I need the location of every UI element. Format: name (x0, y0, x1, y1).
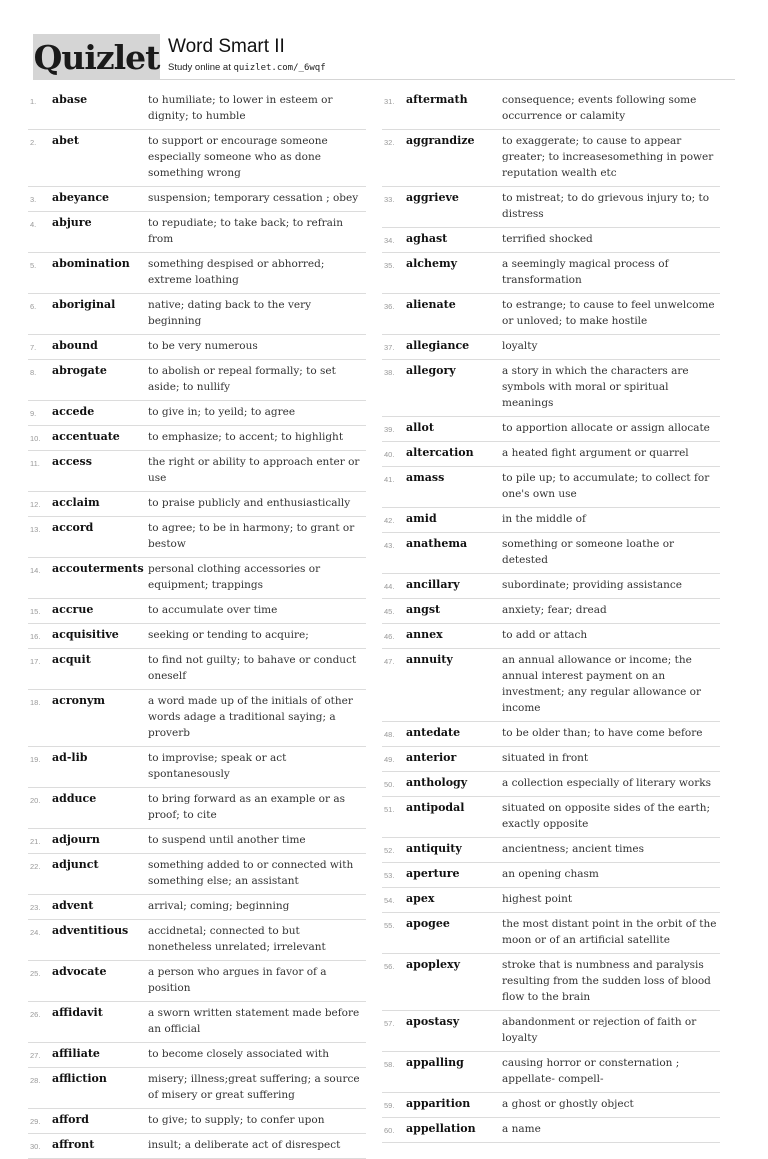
term-word: altercation (406, 446, 474, 459)
term-row (28, 747, 366, 788)
term-row (382, 187, 720, 228)
term-row (28, 1068, 366, 1109)
term-row (28, 360, 366, 401)
term-word: accede (52, 405, 95, 418)
term-word: apex (406, 892, 435, 905)
term-word: advent (52, 899, 94, 912)
term-number: 38. (384, 368, 395, 377)
term-number: 4. (30, 220, 37, 229)
term-word: anterior (406, 751, 457, 764)
term-definition: to emphasize; to accent; to highlight (148, 431, 344, 443)
term-number: 19. (30, 755, 41, 764)
term-definition: anxiety; fear; dread (502, 604, 607, 616)
term-number: 59. (384, 1101, 395, 1110)
term-row (28, 788, 366, 829)
term-word: apostasy (406, 1015, 460, 1028)
term-definition: something or someone loathe or detested (502, 538, 675, 566)
term-word: amass (406, 471, 445, 484)
term-definition: situated in front (502, 752, 589, 764)
term-definition: insult; a deliberate act of disrespect (148, 1139, 341, 1151)
term-row (28, 517, 366, 558)
term-row (28, 961, 366, 1002)
term-definition: a collection especially of literary works (502, 777, 711, 789)
term-row (382, 533, 720, 574)
term-row (382, 838, 720, 863)
term-number: 21. (30, 837, 41, 846)
term-definition: to give; to supply; to confer upon (148, 1114, 325, 1126)
term-definition: to pile up; to accumulate; to collect for one's own use (502, 472, 710, 500)
term-number: 3. (30, 195, 37, 204)
term-number: 53. (384, 871, 395, 880)
term-word: appalling (406, 1056, 464, 1069)
term-number: 23. (30, 903, 41, 912)
term-number: 51. (384, 805, 395, 814)
term-word: affliction (52, 1072, 107, 1085)
term-number: 45. (384, 607, 395, 616)
term-definition: the right or ability to approach enter or use (148, 456, 360, 484)
term-definition: to be older than; to have come before (502, 727, 703, 739)
term-row (382, 1052, 720, 1093)
term-definition: a word made up of the initials of other words adage a traditional saying; a proverb (148, 695, 353, 739)
term-number: 12. (30, 500, 41, 509)
term-number: 30. (30, 1142, 41, 1151)
term-word: apogee (406, 917, 450, 930)
term-row (28, 1109, 366, 1134)
quizlet-logo[interactable] (33, 34, 160, 79)
term-row (382, 442, 720, 467)
term-number: 50. (384, 780, 395, 789)
term-row (382, 360, 720, 417)
term-row (382, 624, 720, 649)
term-word: aggrieve (406, 191, 459, 204)
term-row (28, 1002, 366, 1043)
term-number: 29. (30, 1117, 41, 1126)
term-word: accord (52, 521, 94, 534)
term-number: 10. (30, 434, 41, 443)
term-number: 16. (30, 632, 41, 641)
term-word: acquit (52, 653, 91, 666)
study-online-line (168, 62, 326, 73)
term-definition: an opening chasm (502, 868, 599, 880)
term-definition: to be very numerous (148, 340, 258, 352)
term-definition: native; dating back to the very beginning (148, 299, 312, 327)
term-number: 48. (384, 730, 395, 739)
term-word: afford (52, 1113, 89, 1126)
term-number: 17. (30, 657, 41, 666)
term-number: 40. (384, 450, 395, 459)
study-prefix: Study online at (168, 62, 234, 73)
term-row (28, 1134, 366, 1159)
term-number: 60. (384, 1126, 395, 1135)
term-word: affront (52, 1138, 95, 1151)
term-number: 14. (30, 566, 41, 575)
term-number: 18. (30, 698, 41, 707)
term-row (382, 89, 720, 130)
term-number: 36. (384, 302, 395, 311)
term-word: abase (52, 93, 88, 106)
set-title: Word Smart II (168, 36, 285, 57)
term-row (28, 294, 366, 335)
term-word: alienate (406, 298, 456, 311)
term-word: access (52, 455, 92, 468)
term-word: acclaim (52, 496, 100, 509)
term-row (382, 954, 720, 1011)
term-word: anathema (406, 537, 468, 550)
term-definition: personal clothing accessories or equipment; trappings (148, 563, 321, 591)
term-word: adduce (52, 792, 97, 805)
term-definition: suspension; temporary cessation ; obey (148, 192, 359, 204)
term-row (382, 1093, 720, 1118)
term-definition: to become closely associated with (148, 1048, 329, 1060)
term-number: 26. (30, 1010, 41, 1019)
term-definition: situated on opposite sides of the earth; exactly opposite (502, 802, 711, 830)
term-number: 20. (30, 796, 41, 805)
term-word: aggrandize (406, 134, 475, 147)
term-row (382, 888, 720, 913)
term-number: 11. (30, 459, 40, 468)
term-definition: something despised or abhorred; extreme loathing (148, 258, 325, 286)
term-row (28, 649, 366, 690)
term-row (28, 401, 366, 426)
term-definition: causing horror or consternation ; appellate- compell- (502, 1057, 680, 1085)
term-row (382, 130, 720, 187)
term-row (382, 574, 720, 599)
term-definition: stroke that is numbness and paralysis resulting from the sudden loss of blood flow to the brain (502, 959, 711, 1003)
term-row (28, 829, 366, 854)
term-word: affiliate (52, 1047, 100, 1060)
term-row (28, 451, 366, 492)
term-definition: to support or encourage someone especially someone who as done something wrong (148, 135, 328, 179)
term-number: 57. (384, 1019, 395, 1028)
term-word: alchemy (406, 257, 458, 270)
term-definition: to accumulate over time (148, 604, 278, 616)
term-row (28, 558, 366, 599)
term-word: allegiance (406, 339, 470, 352)
term-row (382, 228, 720, 253)
term-word: abet (52, 134, 79, 147)
term-definition: to apportion allocate or assign allocate (502, 422, 710, 434)
terms-column-right (382, 89, 720, 1143)
term-number: 43. (384, 541, 395, 550)
term-number: 46. (384, 632, 395, 641)
term-row (382, 508, 720, 533)
term-number: 24. (30, 928, 41, 937)
term-number: 41. (384, 475, 395, 484)
term-row (28, 253, 366, 294)
term-definition: a sworn written statement made before an official (148, 1007, 360, 1035)
term-word: acquisitive (52, 628, 119, 641)
term-definition: a ghost or ghostly object (502, 1098, 634, 1110)
term-definition: to abolish or repeal formally; to set aside; to nullify (148, 365, 336, 393)
term-word: abeyance (52, 191, 110, 204)
term-row (28, 89, 366, 130)
term-word: abomination (52, 257, 130, 270)
term-number: 44. (384, 582, 395, 591)
term-definition: loyalty (502, 340, 538, 352)
term-row (28, 690, 366, 747)
term-definition: a seemingly magical process of transformation (502, 258, 669, 286)
term-row (382, 797, 720, 838)
term-word: abrogate (52, 364, 107, 377)
term-definition: highest point (502, 893, 573, 905)
term-definition: arrival; coming; beginning (148, 900, 290, 912)
term-row (382, 722, 720, 747)
term-definition: to exaggerate; to cause to appear greater; to increasesomething in power reputation wealth etc (502, 135, 714, 179)
term-row (382, 747, 720, 772)
term-word: antiquity (406, 842, 462, 855)
term-word: accentuate (52, 430, 120, 443)
term-definition: a person who argues in favor of a position (148, 966, 327, 994)
term-definition: to improvise; speak or act spontanesously (148, 752, 287, 780)
term-definition: accidnetal; connected to but nonetheless unrelated; irrelevant (148, 925, 326, 953)
term-number: 22. (30, 862, 41, 871)
term-number: 42. (384, 516, 395, 525)
term-definition: to humiliate; to lower in esteem or dignity; to humble (148, 94, 333, 122)
term-number: 27. (30, 1051, 41, 1060)
term-row (382, 253, 720, 294)
term-definition: seeking or tending to acquire; (148, 629, 309, 641)
term-word: advocate (52, 965, 107, 978)
term-word: allegory (406, 364, 456, 377)
term-definition: to give in; to yeild; to agree (148, 406, 296, 418)
term-definition: to suspend until another time (148, 834, 306, 846)
term-word: annex (406, 628, 443, 641)
term-row (28, 895, 366, 920)
study-url[interactable]: quizlet.com/_6wqf (233, 63, 326, 73)
term-number: 55. (384, 921, 395, 930)
term-row (382, 294, 720, 335)
term-word: antipodal (406, 801, 465, 814)
term-number: 54. (384, 896, 395, 905)
term-word: adjunct (52, 858, 99, 871)
term-number: 13. (30, 525, 41, 534)
term-definition: consequence; events following some occurrence or calamity (502, 94, 697, 122)
term-row (382, 467, 720, 508)
term-row (382, 772, 720, 797)
term-number: 9. (30, 409, 37, 418)
term-word: apparition (406, 1097, 471, 1110)
term-word: anthology (406, 776, 468, 789)
term-number: 37. (384, 343, 395, 352)
term-row (382, 417, 720, 442)
term-word: ad-lib (52, 751, 88, 764)
term-word: angst (406, 603, 441, 616)
term-word: acronym (52, 694, 105, 707)
term-definition: to bring forward as an example or as proof; to cite (148, 793, 346, 821)
term-number: 47. (384, 657, 395, 666)
term-number: 5. (30, 261, 37, 270)
term-number: 58. (384, 1060, 395, 1069)
term-definition: an annual allowance or income; the annual interest payment on an investment; any regular allowance or income (502, 654, 701, 714)
term-number: 25. (30, 969, 41, 978)
term-word: affidavit (52, 1006, 103, 1019)
term-number: 35. (384, 261, 395, 270)
term-row (28, 335, 366, 360)
term-definition: to mistreat; to do grievous injury to; to distress (502, 192, 710, 220)
term-definition: to estrange; to cause to feel unwelcome or unloved; to make hostile (502, 299, 715, 327)
term-word: aperture (406, 867, 460, 880)
term-row (28, 599, 366, 624)
logo-text: Quizlet (33, 38, 160, 77)
term-row (382, 335, 720, 360)
term-number: 34. (384, 236, 395, 245)
term-row (382, 863, 720, 888)
term-word: accouterments (52, 562, 144, 575)
term-definition: a name (502, 1123, 541, 1135)
term-number: 33. (384, 195, 395, 204)
term-definition: ancientness; ancient times (502, 843, 645, 855)
term-word: apoplexy (406, 958, 460, 971)
term-word: antedate (406, 726, 461, 739)
term-row (382, 1011, 720, 1052)
term-definition: a story in which the characters are symbols with moral or spiritual meanings (502, 365, 689, 409)
term-definition: subordinate; providing assistance (502, 579, 682, 591)
term-definition: to agree; to be in harmony; to grant or bestow (148, 522, 355, 550)
term-definition: to praise publicly and enthusiastically (148, 497, 351, 509)
term-word: abjure (52, 216, 92, 229)
term-number: 7. (30, 343, 37, 352)
term-definition: misery; illness;great suffering; a source of misery or great suffering (148, 1073, 360, 1101)
term-number: 32. (384, 138, 395, 147)
header-divider (33, 79, 735, 80)
term-definition: in the middle of (502, 513, 586, 525)
term-word: aboriginal (52, 298, 116, 311)
term-definition: to add or attach (502, 629, 588, 641)
term-word: aftermath (406, 93, 468, 106)
term-definition: to find not guilty; to bahave or conduct oneself (148, 654, 357, 682)
term-row (28, 920, 366, 961)
term-word: allot (406, 421, 434, 434)
term-word: adventitious (52, 924, 129, 937)
term-number: 6. (30, 302, 37, 311)
term-number: 8. (30, 368, 37, 377)
term-row (28, 187, 366, 212)
term-definition: terrified shocked (502, 233, 593, 245)
term-word: ancillary (406, 578, 460, 591)
term-number: 56. (384, 962, 395, 971)
term-row (28, 1043, 366, 1068)
term-row (382, 913, 720, 954)
term-row (28, 854, 366, 895)
term-row (28, 212, 366, 253)
terms-column-left (28, 89, 366, 1159)
term-number: 52. (384, 846, 395, 855)
term-number: 15. (30, 607, 41, 616)
term-row (28, 130, 366, 187)
term-number: 31. (384, 97, 395, 106)
term-row (382, 1118, 720, 1143)
term-definition: abandonment or rejection of faith or loyalty (502, 1016, 697, 1044)
term-number: 49. (384, 755, 395, 764)
term-definition: the most distant point in the orbit of the moon or of an artificial satellite (502, 918, 717, 946)
term-number: 39. (384, 425, 395, 434)
term-word: amid (406, 512, 437, 525)
term-definition: something added to or connected with something else; an assistant (148, 859, 354, 887)
term-row (382, 599, 720, 624)
term-word: accrue (52, 603, 94, 616)
term-row (28, 426, 366, 451)
term-word: adjourn (52, 833, 100, 846)
term-word: aghast (406, 232, 448, 245)
term-definition: to repudiate; to take back; to refrain from (148, 217, 344, 245)
term-number: 2. (30, 138, 37, 147)
term-number: 1. (30, 97, 37, 106)
term-definition: a heated fight argument or quarrel (502, 447, 689, 459)
term-number: 28. (30, 1076, 41, 1085)
term-word: abound (52, 339, 98, 352)
term-word: annuity (406, 653, 453, 666)
term-row (28, 492, 366, 517)
term-word: appellation (406, 1122, 476, 1135)
term-row (28, 624, 366, 649)
term-row (382, 649, 720, 722)
